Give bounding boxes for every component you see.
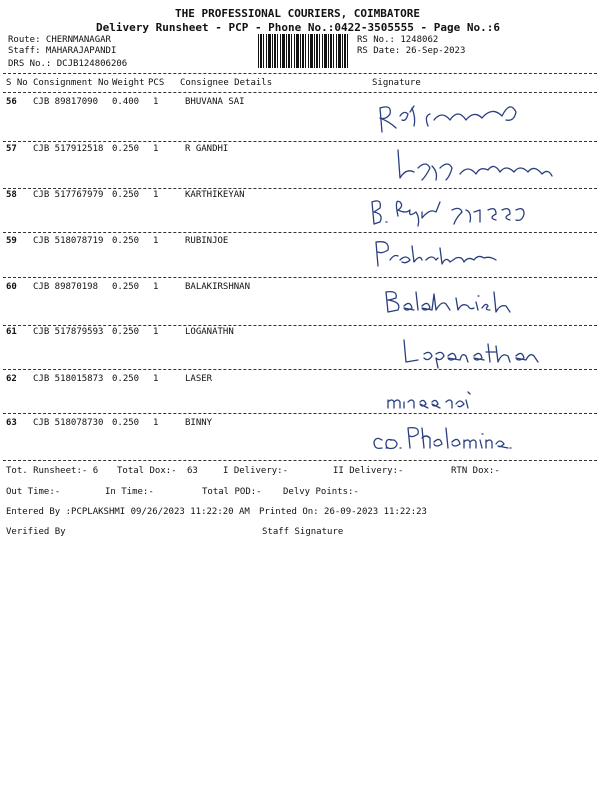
row-consignment: CJB 517767979 xyxy=(33,190,104,200)
col-weight: Weight xyxy=(112,78,145,88)
row-rule xyxy=(3,232,597,233)
row-consignment: CJB 89817090 xyxy=(33,97,99,107)
out-time: Out Time:- xyxy=(6,487,61,497)
rs-date: RS Date: 26-Sep-2023 xyxy=(357,46,466,56)
row-sno: 60 xyxy=(6,282,17,292)
row-sno: 62 xyxy=(6,374,17,384)
route-label: Route: CHERNMANAGAR xyxy=(8,35,111,45)
row-weight: 0.250 xyxy=(112,190,140,200)
row-sno: 63 xyxy=(6,418,17,428)
col-consignee: Consignee Details xyxy=(180,78,273,88)
row-pcs: 1 xyxy=(153,190,159,200)
signature-59 xyxy=(370,234,580,272)
row-consignee: KARTHIKEYAN xyxy=(185,190,245,200)
signature-57 xyxy=(370,146,580,184)
rtn-dox: RTN Dox:- xyxy=(451,466,500,476)
signature-58 xyxy=(370,188,580,226)
row-consignee: R GANDHI xyxy=(185,144,229,154)
row-consignment: CJB 518078719 xyxy=(33,236,104,246)
rs-number: RS No.: 1248062 xyxy=(357,35,439,45)
row-consignee: LOGANATHN xyxy=(185,327,234,337)
row-consignee: BINNY xyxy=(185,418,213,428)
row-consignment: CJB 89870198 xyxy=(33,282,99,292)
barcode xyxy=(258,34,350,68)
signature-60 xyxy=(370,284,580,322)
i-delivery: I Delivery:- xyxy=(223,466,289,476)
drs-number: DRS No.: DCJB124806206 xyxy=(8,59,128,69)
entered-by: Entered By :PCPLAKSHMI 09/26/2023 11:22:20 AM xyxy=(6,507,250,517)
row-pcs: 1 xyxy=(153,144,159,154)
total-pod: Total POD:- xyxy=(202,487,262,497)
row-pcs: 1 xyxy=(153,282,159,292)
col-consignment: Consignment No xyxy=(33,78,109,88)
row-weight: 0.250 xyxy=(112,418,140,428)
row-consignment: CJB 518015873 xyxy=(33,374,104,384)
row-consignment: CJB 517879593 xyxy=(33,327,104,337)
signature-61 xyxy=(370,334,580,372)
row-pcs: 1 xyxy=(153,236,159,246)
row-rule xyxy=(3,141,597,142)
row-weight: 0.250 xyxy=(112,282,140,292)
signature-56 xyxy=(370,98,580,136)
row-sno: 56 xyxy=(6,97,17,107)
in-time: In Time:- xyxy=(105,487,154,497)
row-consignee: RUBINJOE xyxy=(185,236,229,246)
header-top-rule xyxy=(3,73,597,74)
printed-on: Printed On: 26-09-2023 11:22:23 xyxy=(259,507,427,517)
row-weight: 0.250 xyxy=(112,236,140,246)
row-pcs: 1 xyxy=(153,374,159,384)
row-pcs: 1 xyxy=(153,327,159,337)
row-sno: 57 xyxy=(6,144,17,154)
row-weight: 0.250 xyxy=(112,374,140,384)
row-consignment: CJB 518078730 xyxy=(33,418,104,428)
row-sno: 61 xyxy=(6,327,17,337)
row-rule xyxy=(3,413,597,414)
staff-signature: Staff Signature xyxy=(262,527,344,537)
row-pcs: 1 xyxy=(153,418,159,428)
delvy-points: Delvy Points:- xyxy=(283,487,359,497)
ii-delivery: II Delivery:- xyxy=(333,466,404,476)
row-weight: 0.250 xyxy=(112,144,140,154)
verified-by: Verified By xyxy=(6,527,66,537)
row-weight: 0.400 xyxy=(112,97,140,107)
row-sno: 58 xyxy=(6,190,17,200)
header-bottom-rule xyxy=(3,92,597,93)
row-weight: 0.250 xyxy=(112,327,140,337)
row-rule xyxy=(3,369,597,370)
total-dox-value: 63 xyxy=(187,466,198,476)
runsheet-subtitle: Delivery Runsheet - PCP - Phone No.:0422-3505555 - Page No.:6 xyxy=(96,21,500,34)
signature-63 xyxy=(370,420,580,458)
col-signature: Signature xyxy=(372,78,421,88)
row-pcs: 1 xyxy=(153,97,159,107)
row-consignee: BALAKIRSHNAN xyxy=(185,282,251,292)
row-consignment: CJB 517912518 xyxy=(33,144,104,154)
table-bottom-rule xyxy=(3,460,597,461)
table-header xyxy=(0,78,600,90)
row-sno: 59 xyxy=(6,236,17,246)
total-dox-label: Total Dox:- xyxy=(117,466,177,476)
row-consignee: BHUVANA SAI xyxy=(185,97,245,107)
staff-label: Staff: MAHARAJAPANDI xyxy=(8,46,117,56)
row-rule xyxy=(3,325,597,326)
row-consignee: LASER xyxy=(185,374,213,384)
tot-runsheet: Tot. Runsheet:- 6 xyxy=(6,466,99,476)
col-pcs: PCS xyxy=(148,78,165,88)
company-name: THE PROFESSIONAL COURIERS, COIMBATORE xyxy=(175,7,421,20)
row-rule xyxy=(3,277,597,278)
col-sno: S No xyxy=(6,78,28,88)
